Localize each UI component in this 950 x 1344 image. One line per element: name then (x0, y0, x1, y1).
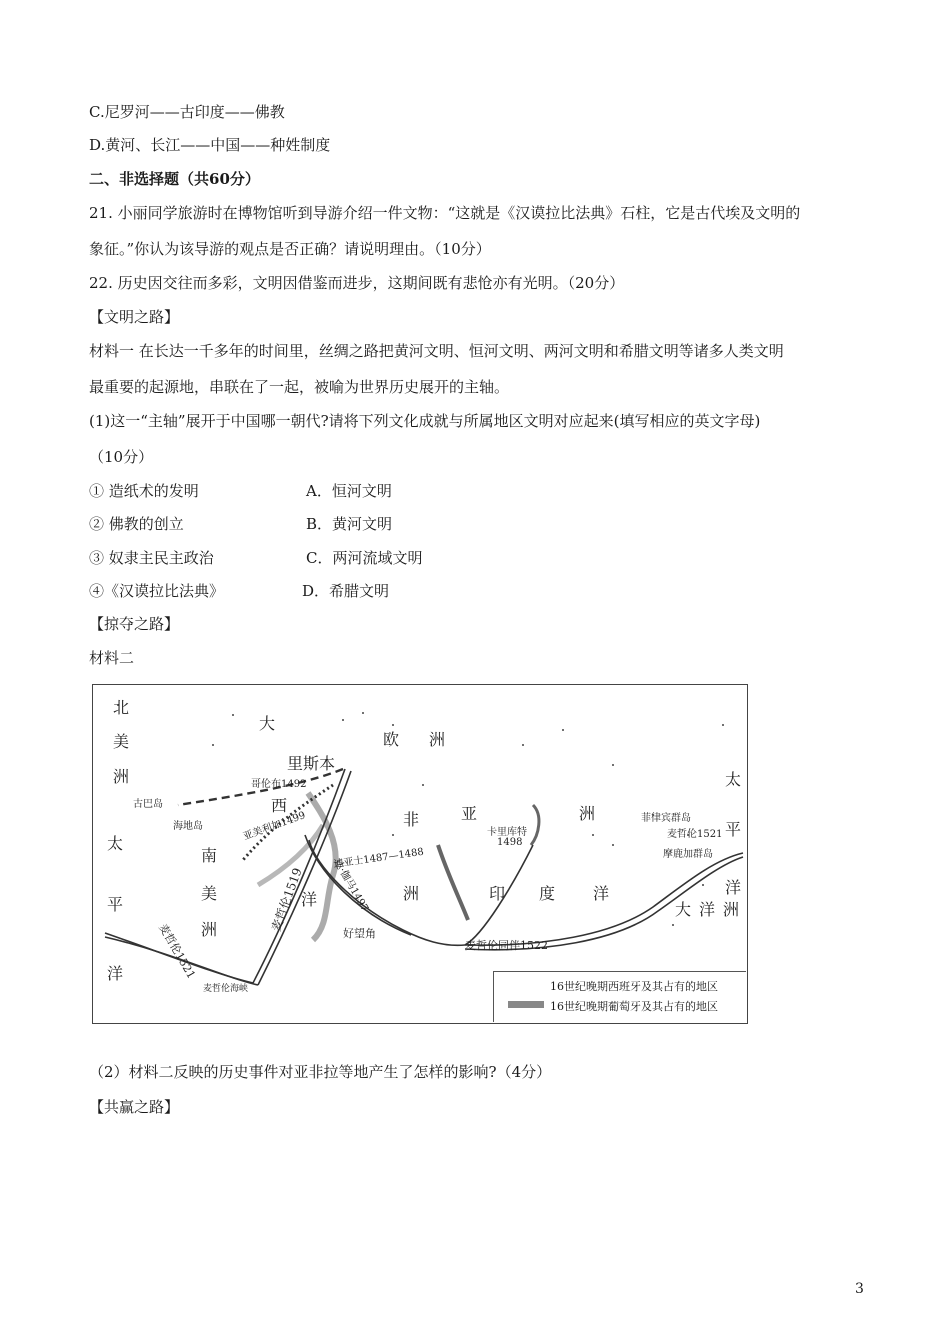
label-philippines: 菲律宾群岛 (641, 813, 691, 824)
label-oceania-zhou: 洲 (723, 900, 740, 919)
heading-civilization-road: 【文明之路】 (89, 308, 180, 326)
label-magellan-companions: 麦哲伦同伴1522 (465, 939, 548, 952)
section-title: 二、非选择题（共60分） (89, 170, 260, 188)
legend-portugal-swatch (508, 1001, 544, 1008)
match-option-a: A．恒河文明 (306, 482, 392, 500)
label-magellan-1519: 麦哲伦1519 (268, 866, 305, 934)
label-ya: 亚 (461, 804, 478, 823)
label-mei-south: 美 (201, 884, 218, 903)
label-da: 大 (259, 714, 276, 733)
map-legend (493, 971, 746, 1022)
voyages-map (92, 684, 748, 1024)
label-cape-good-hope: 好望角 (343, 927, 376, 940)
label-cuba: 古巴岛 (133, 799, 163, 810)
sub-question-2: （2）材料二反映的历史事件对亚非拉等地产生了怎样的影响?（4分） (89, 1063, 552, 1081)
heading-plunder-road: 【掠夺之路】 (89, 615, 180, 633)
label-tai: 太 (107, 834, 124, 853)
label-ou: 欧 (383, 730, 400, 749)
label-ou-zhou: 洲 (429, 730, 446, 749)
match-option-b: B．黄河文明 (306, 515, 393, 533)
label-ping: 平 (107, 895, 124, 914)
label-magellan-strait: 麦哲伦海峡 (203, 984, 249, 994)
label-oceania-da: 大 (675, 900, 692, 919)
label-da-gama: 达·伽马1497 (331, 857, 371, 914)
label-dias: 迪亚士1487—1488 (332, 846, 425, 871)
label-yang: 洋 (107, 964, 124, 983)
label-ya-zhou: 洲 (579, 804, 596, 823)
label-vespucci: 亚美利加1499 (241, 810, 308, 843)
option-d: D.黄河、长江——中国——种姓制度 (89, 136, 331, 154)
page-number: 3 (855, 1281, 864, 1297)
label-magellan-1521-east: 麦哲伦1521 (667, 829, 723, 840)
label-bei: 北 (113, 698, 130, 717)
match-option-d: D．希腊文明 (302, 582, 390, 600)
label-moluccas: 摩鹿加群岛 (663, 849, 713, 860)
label-columbus: 哥伦布1492 (251, 779, 307, 790)
legend-spain: 16世纪晚期西班牙及其占有的地区 (550, 980, 718, 993)
label-calicut-year: 1498 (497, 837, 523, 848)
match-option-c: C．两河流域文明 (306, 549, 423, 567)
label-magellan-1521-west: 麦哲伦1521 (156, 921, 198, 981)
legend-portugal: 16世纪晚期葡萄牙及其占有的地区 (550, 1000, 718, 1013)
label-yin: 印 (489, 884, 506, 903)
match-item-2: ② 佛教的创立 (89, 515, 184, 533)
label-lisbon: 里斯本 (287, 754, 336, 773)
match-item-3: ③ 奴隶主民主政治 (89, 549, 214, 567)
label-indian-yang: 洋 (593, 884, 610, 903)
heading-win-win-road: 【共赢之路】 (89, 1098, 180, 1116)
label-mei: 美 (113, 732, 130, 751)
label-haiti: 海地岛 (173, 821, 203, 832)
material-1-line1: 材料一 在长达一千多年的时间里，丝绸之路把黄河文明、恒河文明、两河文明和希腊文明等诸多人类文明 (89, 342, 784, 360)
question-22: 22. 历史因交往而多彩，文明因借鉴而进步，这期间既有悲怆亦有光明。（20分） (89, 274, 625, 292)
material-2-label: 材料二 (89, 649, 135, 667)
match-item-4: ④《汉谟拉比法典》 (89, 582, 225, 600)
sub-question-1-score: （10分） (89, 448, 154, 466)
label-zhou-south: 洲 (201, 920, 218, 939)
question-21-line1: 21. 小丽同学旅游时在博物馆听到导游介绍一件文物：“这就是《汉谟拉比法典》石柱，它是古代埃及文明的 (89, 204, 801, 222)
label-zhou: 洲 (113, 767, 130, 786)
match-item-1: ① 造纸术的发明 (89, 482, 199, 500)
label-fei-zhou: 洲 (403, 884, 420, 903)
label-fei: 非 (403, 810, 420, 829)
label-du: 度 (539, 884, 556, 903)
label-oceania-yang: 洋 (699, 900, 716, 919)
label-atlantic-yang: 洋 (301, 890, 318, 909)
sub-question-1: (1)这一“主轴”展开于中国哪一朝代?请将下列文化成就与所属地区文明对应起来(填写相应的英文字母) (89, 412, 761, 430)
label-yang-east: 洋 (725, 878, 742, 897)
label-xi: 西 (271, 796, 288, 815)
material-1-line2: 最重要的起源地，串联在了一起，被喻为世界历史展开的主轴。 (89, 378, 510, 396)
label-calicut: 卡里库特 (487, 827, 527, 838)
label-nan: 南 (201, 846, 218, 865)
option-c: C.尼罗河——古印度——佛教 (89, 103, 285, 121)
label-tai-east: 太 (725, 770, 742, 789)
question-21-line2: 象征。”你认为该导游的观点是否正确？请说明理由。（10分） (89, 240, 491, 258)
label-ping-east: 平 (725, 820, 742, 839)
